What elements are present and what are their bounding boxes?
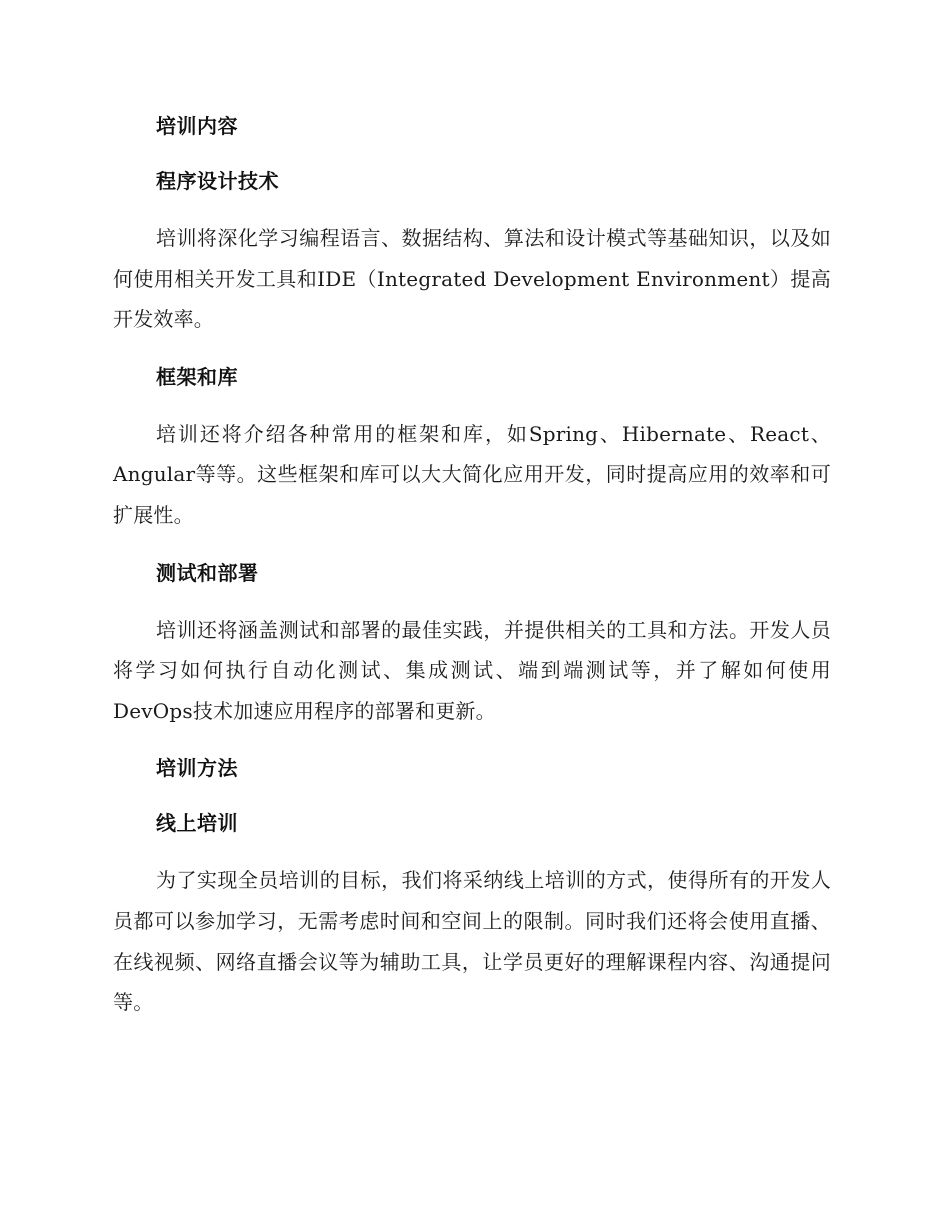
- subsection-heading-online-training: 线上培训: [156, 811, 238, 836]
- paragraph-testing-deployment: 培训还将涵盖测试和部署的最佳实践，并提供相关的工具和方法。开发人员将学习如何执行自动化测试、集成测试、端到端测试等，并了解如何使用DevOps技术加速应用程序的部署和更新。: [113, 617, 831, 723]
- section-heading-training-content: 培训内容: [156, 114, 238, 138]
- subsection-heading-frameworks: 框架和库: [156, 364, 238, 389]
- document-body: [113, 108, 831, 1023]
- section-heading-training-method: 培训方法: [156, 756, 238, 781]
- paragraph-frameworks: 培训还将介绍各种常用的框架和库，如Spring、Hibernate、React、Angular等等。这些框架和库可以大大简化应用开发，同时提高应用的效率和可扩展性。: [113, 421, 831, 527]
- subsection-heading-testing-deployment: 测试和部署: [156, 560, 259, 585]
- paragraph-programming-tech: 培训将深化学习编程语言、数据结构、算法和设计模式等基础知识，以及如何使用相关开发工具和IDE（Integrated Development Environment）提高开发效率。: [113, 226, 831, 332]
- paragraph-online-training: 为了实现全员培训的目标，我们将采纳线上培训的方式，使得所有的开发人员都可以参加学习，无需考虑时间和空间上的限制。同时我们还将会使用直播、在线视频、网络直播会议等为辅助工具，让学员更好的理解课程内容、沟通提问等。: [113, 868, 831, 1015]
- subsection-heading-programming-tech: 程序设计技术: [156, 169, 279, 193]
